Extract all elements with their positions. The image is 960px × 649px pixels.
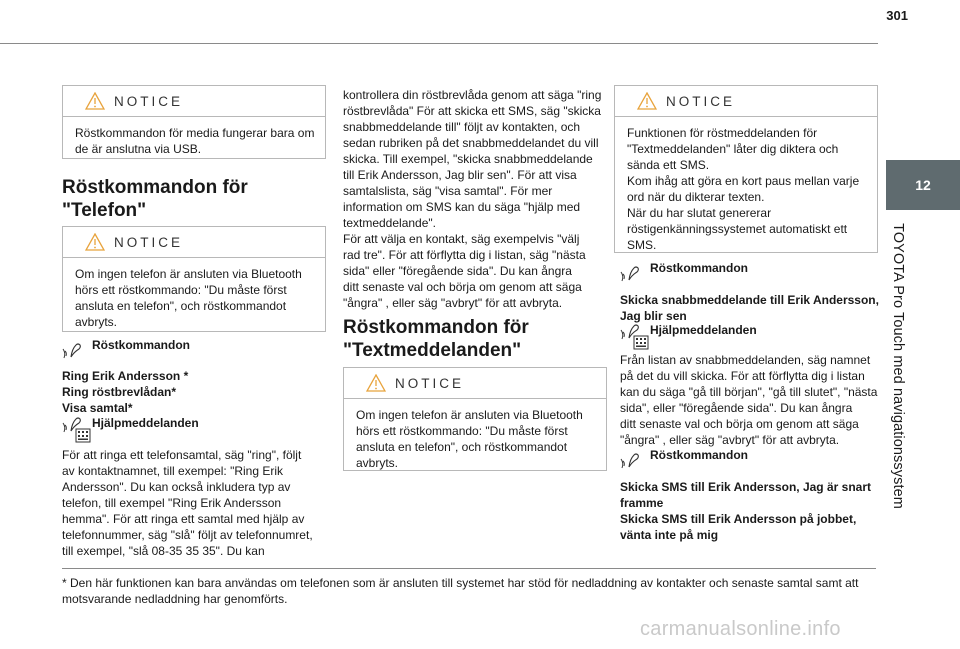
help-message-icon xyxy=(620,322,650,352)
command-list xyxy=(620,479,880,543)
text-line: ansluta en telefon", och röstkommandot xyxy=(75,299,287,313)
heading-line: "Textmeddelanden" xyxy=(343,340,522,361)
notice-box-sms xyxy=(343,367,607,471)
help-message-row xyxy=(62,415,326,445)
text-line: sedan rubriken på det snabbmeddelandet du vill xyxy=(343,136,599,150)
text-line: telefon, till exempel "Ring Erik Andersson xyxy=(62,496,282,510)
text-line: de är anslutna via USB. xyxy=(75,142,202,156)
footnote-divider xyxy=(62,568,876,569)
text-line: telefonnummer, säg "slå" följt av telefonnumret, xyxy=(62,528,313,542)
notice-title: NOTICE xyxy=(666,94,736,109)
text-line: Om ingen telefon är ansluten via Bluetooth xyxy=(356,408,583,422)
command-line: Visa samtal* xyxy=(62,401,133,415)
voice-command-row xyxy=(620,447,878,477)
warning-icon xyxy=(85,92,105,110)
heading-line: "Telefon" xyxy=(62,200,147,221)
text-line: textmeddelande". xyxy=(343,216,436,230)
command-list xyxy=(62,368,326,416)
help-text xyxy=(62,447,332,559)
notice-body xyxy=(63,117,325,165)
text-line: skicka. Till exempel, "skicka snabbmeddelande xyxy=(343,152,593,166)
text-line: röstbrevlåda" För att skicka ett SMS, säg "skicka xyxy=(343,104,601,118)
chapter-label-text: TOYOTA Pro Touch med navigationssystem xyxy=(890,223,906,509)
notice-header xyxy=(63,86,325,117)
voice-command-row xyxy=(620,260,878,290)
header-divider xyxy=(0,43,878,44)
heading-line: Röstkommandon för xyxy=(62,177,248,198)
text-line: Från listan av snabbmeddelanden, säg namnet xyxy=(620,353,871,367)
command-list xyxy=(620,292,880,324)
help-message-label: Hjälpmeddelanden xyxy=(92,416,199,430)
help-message-label: Hjälpmeddelanden xyxy=(650,323,757,337)
text-line: av kontaktnamnet, till exempel: "Ring Erik xyxy=(62,464,284,478)
text-line: hörs ett röstkommando: "Du måste först xyxy=(75,283,287,297)
command-line: vänta inte på mig xyxy=(620,528,719,542)
text-line: till Erik Andersson, Jag blir sen". För att visa xyxy=(343,168,577,182)
notice-header xyxy=(63,227,325,258)
text-line: kontrollera din röstbrevlåda genom att säga "ring xyxy=(343,88,602,102)
notice-body xyxy=(344,399,606,479)
text-line: ord när du dikterar texten. xyxy=(627,190,765,204)
watermark: carmanualsonline.info xyxy=(640,618,841,640)
text-line: Om ingen telefon är ansluten via Bluetooth xyxy=(75,267,302,281)
notice-body xyxy=(63,258,325,338)
text-line: avbryts. xyxy=(356,456,399,470)
text-line: sända ett SMS. xyxy=(627,158,710,172)
notice-title: NOTICE xyxy=(395,376,465,391)
text-line: motsvarande nedladdning har genomförts. xyxy=(62,592,288,606)
text-line: information om SMS kan du säga "hjälp med xyxy=(343,200,581,214)
warning-icon xyxy=(366,374,386,392)
text-line: För att välja en kontakt, säg exempelvis "välj xyxy=(343,232,580,246)
voice-command-label: Röstkommandon xyxy=(92,338,191,352)
notice-box-dictation xyxy=(614,85,878,253)
text-line: på det du vill skicka. För att förflytta dig i listan xyxy=(620,369,865,383)
command-line: Skicka snabbmeddelande till Erik Andersson, xyxy=(620,293,879,307)
text-line: snabbmeddelande till" följt av kontakten, och xyxy=(343,120,581,134)
voice-command-icon xyxy=(620,260,646,284)
text-line: ditt senaste val och börja om genom att säga xyxy=(343,280,582,294)
sms-instructions xyxy=(343,87,607,311)
notice-header xyxy=(615,86,877,117)
text-line: ditt senaste val och börja om genom att säga xyxy=(620,417,859,431)
text-line: rad tre". För att förflytta dig i listan, säg "nästa xyxy=(343,248,586,262)
help-text xyxy=(620,352,882,448)
heading-telefon xyxy=(62,176,332,222)
text-line: "ångra" , eller säg "avbryt" för att avbryta. xyxy=(620,433,840,447)
warning-icon xyxy=(637,92,657,110)
text-line: "Textmeddelanden" låter dig diktera och xyxy=(627,142,839,156)
notice-header xyxy=(344,368,606,399)
command-line: Skicka SMS till Erik Andersson, Jag är snart xyxy=(620,480,871,494)
voice-command-icon xyxy=(620,447,646,471)
help-message-row xyxy=(620,322,878,352)
text-line: sida", eller "föregående sida". Du kan ångra xyxy=(620,401,853,415)
text-line: Kom ihåg att göra en kort paus mellan varje xyxy=(627,174,860,188)
text-line: kan du säga "gå till början", "gå till slutet", "nästa xyxy=(620,385,878,399)
command-line: Skicka SMS till Erik Andersson på jobbet, xyxy=(620,512,857,526)
page-number: 301 xyxy=(886,8,908,23)
text-line: * Den här funktionen kan bara användas om telefonen som är ansluten till systemet har stöd för nedladdning av kontakter och senaste samtal samt att xyxy=(62,576,859,590)
notice-title: NOTICE xyxy=(114,94,184,109)
text-line: När du har slutat genererar xyxy=(627,206,772,220)
text-line: Funktionen för röstmeddelanden för xyxy=(627,126,818,140)
notice-body xyxy=(615,117,877,261)
help-message-icon xyxy=(62,415,92,445)
text-line: "ångra" , eller säg "avbryt" för att avbryta. xyxy=(343,296,563,310)
voice-command-label: Röstkommandon xyxy=(650,261,749,275)
notice-title: NOTICE xyxy=(114,235,184,250)
notice-box-telefon xyxy=(62,226,326,332)
command-line: Ring röstbrevlådan* xyxy=(62,385,177,399)
text-line: hemma". För att ringa ett samtal med hjälp av xyxy=(62,512,305,526)
command-line: Ring Erik Andersson * xyxy=(62,369,189,383)
text-line: hörs ett röstkommando: "Du måste först xyxy=(356,424,568,438)
text-line: till exempel, "slå 08-35 35 35". Du kan xyxy=(62,544,265,558)
text-line: röstigenkänningssystemet automatiskt ett xyxy=(627,222,848,236)
warning-icon xyxy=(85,233,105,251)
text-line: avbryts. xyxy=(75,315,118,329)
text-line: samtalslista, säg "visa samtal". För mer xyxy=(343,184,553,198)
text-line: Röstkommandon för media fungerar bara om xyxy=(75,126,315,140)
text-line: SMS. xyxy=(627,238,657,252)
chapter-tab: 12 xyxy=(886,160,960,210)
command-line: framme xyxy=(620,496,664,510)
text-line: ansluta en telefon", och röstkommandot xyxy=(356,440,568,454)
text-line: sida" eller "föregående sida". Du kan ångra xyxy=(343,264,572,278)
text-line: Andersson". Du kan också inkludera typ av xyxy=(62,480,291,494)
heading-line: Röstkommandon för xyxy=(343,317,529,338)
voice-command-icon xyxy=(62,337,88,361)
voice-command-label: Röstkommandon xyxy=(650,448,749,462)
footnote xyxy=(62,575,874,607)
text-line: För att ringa ett telefonsamtal, säg "ring", följt xyxy=(62,448,302,462)
chapter-label xyxy=(880,216,916,516)
heading-textmeddelanden xyxy=(343,316,613,362)
notice-box-media xyxy=(62,85,326,159)
voice-command-row xyxy=(62,337,326,367)
command-line: Jag blir sen xyxy=(620,309,687,323)
